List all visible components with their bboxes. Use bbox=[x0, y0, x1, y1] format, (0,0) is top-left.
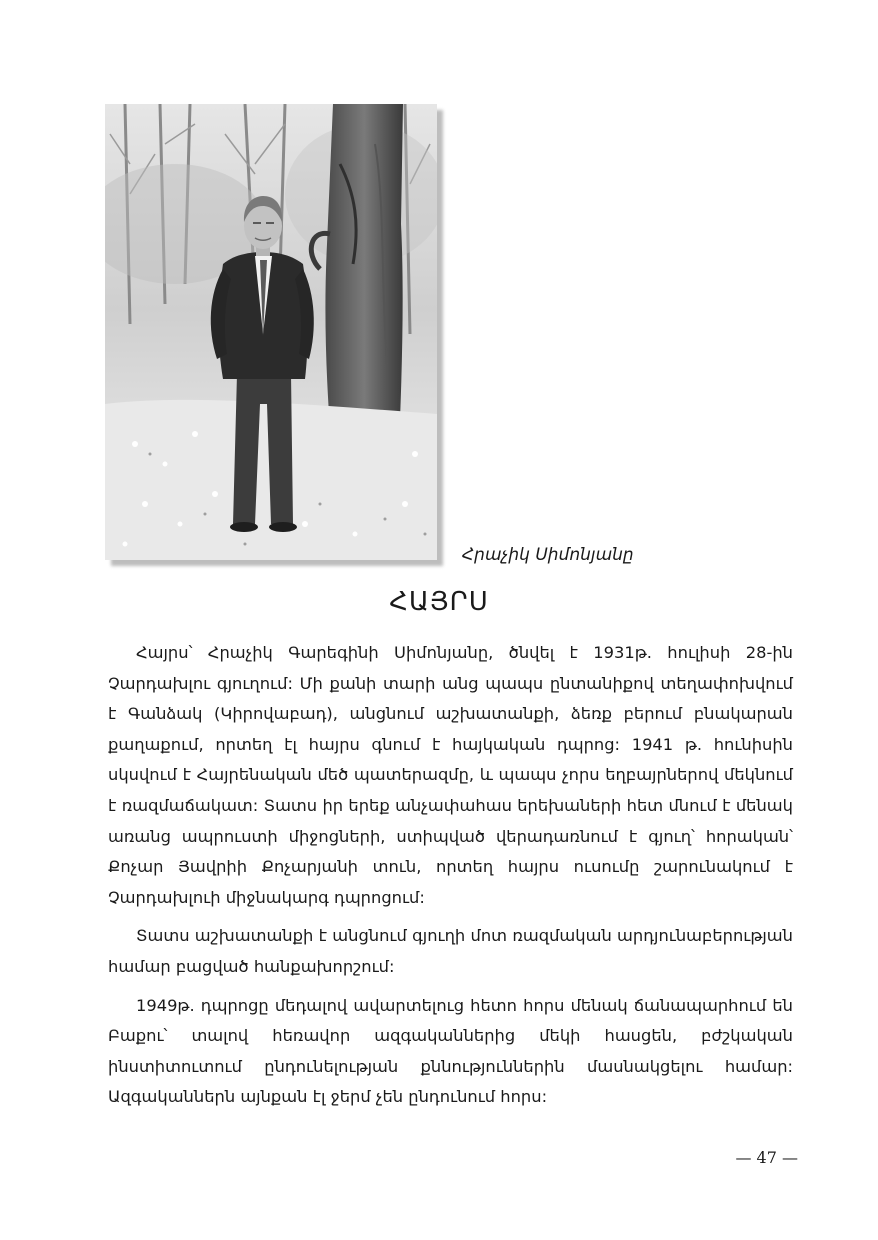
portrait-photo-icon bbox=[105, 104, 437, 560]
page-title: ՀԱՅՐՍ bbox=[389, 587, 489, 617]
paragraph: 1949թ. դպրոցը մեդալով ավարտելուց հետո հորս մենակ ճանապարհում են Բաքու՝ տալով հեռավոր ազգականներից մեկի հասցեն, բժշկական ինստիտուտում ընդունելության քննություններին մասնակցելու համար: Ազգականներն այնքան էլ ջերմ չեն ընդունում հորս: bbox=[108, 995, 793, 1107]
article-body bbox=[108, 638, 793, 1121]
portrait-photo bbox=[105, 104, 437, 560]
paragraph: Հայրս՝ Հրաչիկ Գարեգինի Սիմոնյանը, ծնվել է 1931թ. հուլիսի 28-ին Չարդախլու գյուղում: Մի քանի տարի անց պապս ընտանիքով տեղափոխվում է Գանձակ (Կիրովաբադ), անցնում աշխատանքի, ձեռք բերում բնակարան քաղաքում, որտեղ էլ հայրս գնում է հայկական դպրոց: 1941 թ. հունիսին սկսվում է Հայրենական մեծ պատերազմը, և պապս չորս եղբայրներով մեկնում է ռազմաճակատ: Տատս իր երեք անչափահաս երեխաների հետ մնում է մենակ առանց ապրուստի միջոցների, ստիպված վերադառնում է գյուղ՝ հորական՝ Քոչար Յավրիի Քոչարյանի տուն, որտեղ հայրս ուսումը շարունակում է Չարդախլուի միջնակարգ դպրոցում: bbox=[108, 643, 793, 907]
photo-caption: Հրաչիկ Սիմոնյանը bbox=[462, 545, 634, 565]
paragraph: Տատս աշխատանքի է անցնում գյուղի մոտ ռազմական արդյունաբերության համար բացված հանքախորշում: bbox=[108, 926, 793, 976]
page-number: — 47 — bbox=[735, 1148, 798, 1167]
photo-frame bbox=[105, 104, 437, 560]
